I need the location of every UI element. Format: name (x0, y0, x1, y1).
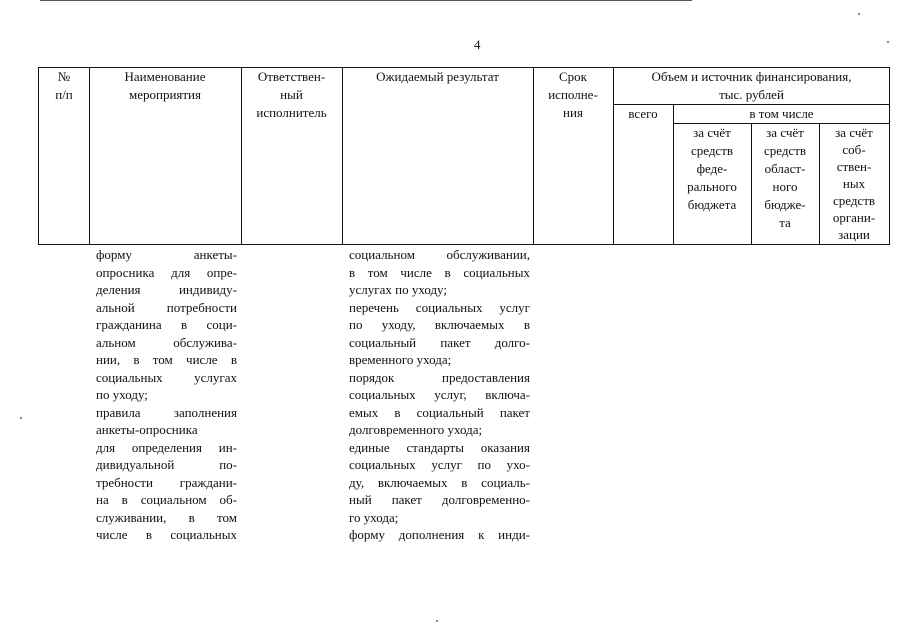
header-cell-term (533, 68, 613, 122)
header-label: органи- (832, 210, 876, 225)
text-line: социальных услуг по ухо- (349, 457, 530, 472)
text-line: услугах по уходу; (349, 282, 448, 297)
text-line: социальном обслуживании, (349, 247, 530, 262)
header-label: тыс. рублей (719, 87, 784, 102)
scan-speck (887, 41, 889, 43)
text-line: ный пакет долговременно- (349, 492, 530, 507)
header-label: мероприятия (128, 87, 201, 102)
scan-speck (20, 417, 22, 419)
text-line: анкеты-опросника (96, 422, 198, 437)
header-label: ния (563, 105, 583, 120)
text-line: форму анкеты- (96, 247, 237, 262)
column-result-text (349, 246, 530, 544)
header-label: Объем и источник финансирования, (651, 69, 852, 84)
header-label: област- (764, 161, 806, 176)
text-line: служивании, в том (96, 509, 237, 525)
scan-speck (858, 13, 860, 15)
text-line: го ухода; (349, 509, 399, 525)
text-line: ду, включаемых в социаль- (349, 474, 530, 490)
text-line: деления индивиду- (96, 282, 237, 297)
header-label: рального (687, 179, 737, 194)
header-cell-result (342, 68, 533, 86)
header-cell-finance (613, 68, 890, 104)
header-label: бюджета (687, 197, 737, 212)
header-label: феде- (696, 161, 728, 176)
header-label: за счёт (693, 125, 731, 140)
text-line: порядок предоставления (349, 369, 530, 385)
header-label: средств (832, 193, 876, 208)
header-cell-own (819, 124, 889, 243)
text-line: форму дополнения к инди- (349, 527, 530, 542)
text-line: социальных услугах (96, 369, 237, 385)
header-label: средств (763, 143, 807, 158)
header-cell-total (613, 105, 673, 123)
text-line: требности граждани- (96, 474, 237, 490)
text-line: на в социальном об- (96, 492, 237, 507)
text-line: гражданина в соци- (96, 317, 237, 332)
table-header (38, 67, 890, 245)
header-label: п/п (55, 87, 73, 102)
header-label: за счёт (835, 125, 873, 140)
header-cell-executor (241, 68, 342, 122)
header-label: ных (842, 176, 866, 191)
text-line: по уходу; (96, 387, 148, 402)
scan-speck (436, 620, 438, 622)
header-label: исполне- (548, 87, 598, 102)
header-label: Ответствен- (257, 69, 326, 84)
header-label: всего (628, 106, 658, 121)
page-number: 4 (474, 37, 481, 52)
header-label: та (779, 215, 791, 230)
text-line: опросника для опре- (96, 264, 237, 280)
header-label: № (57, 69, 71, 84)
header-label: средств (690, 143, 734, 158)
text-line: перечень социальных услуг (349, 299, 530, 315)
header-cell-name (89, 68, 241, 104)
header-label: соб- (842, 142, 866, 157)
text-line: для определения ин- (96, 439, 237, 455)
text-line: единые стандарты оказания (349, 439, 530, 455)
text-line: в том числе в социальных (349, 264, 530, 280)
text-line: альном обслужива- (96, 334, 237, 350)
header-label: бюдже- (764, 197, 806, 212)
text-line: социальных услуг, включа- (349, 387, 530, 402)
text-line: по уходу, включаемых в (349, 317, 530, 332)
text-line: емых в социальный пакет (349, 404, 530, 420)
header-cell-regional (751, 124, 819, 232)
header-cell-number (39, 68, 89, 104)
header-label: ный (280, 87, 303, 102)
top-rule (40, 0, 692, 1)
text-line: временного ухода; (349, 352, 452, 367)
text-line: долговременного ухода; (349, 422, 483, 437)
header-cell-federal (673, 124, 751, 214)
header-label: Срок (559, 69, 587, 84)
text-line: правила заполнения (96, 404, 237, 420)
header-label: ного (772, 179, 798, 194)
header-label: Наименование (124, 69, 206, 84)
text-line: альной потребности (96, 299, 237, 315)
header-label: зации (838, 227, 870, 242)
header-label: в том числе (749, 106, 814, 121)
header-label: исполнитель (256, 105, 327, 120)
header-label: за счёт (766, 125, 804, 140)
text-line: дивидуальной по- (96, 457, 237, 472)
column-name-text (96, 246, 237, 544)
header-label: ствен- (836, 159, 872, 174)
text-line: социальный пакет долго- (349, 334, 530, 350)
text-line: нии, в том числе в (96, 352, 237, 367)
text-line: числе в социальных (96, 527, 237, 542)
header-label: Ожидаемый результат (376, 69, 499, 84)
header-cell-including (673, 105, 890, 123)
